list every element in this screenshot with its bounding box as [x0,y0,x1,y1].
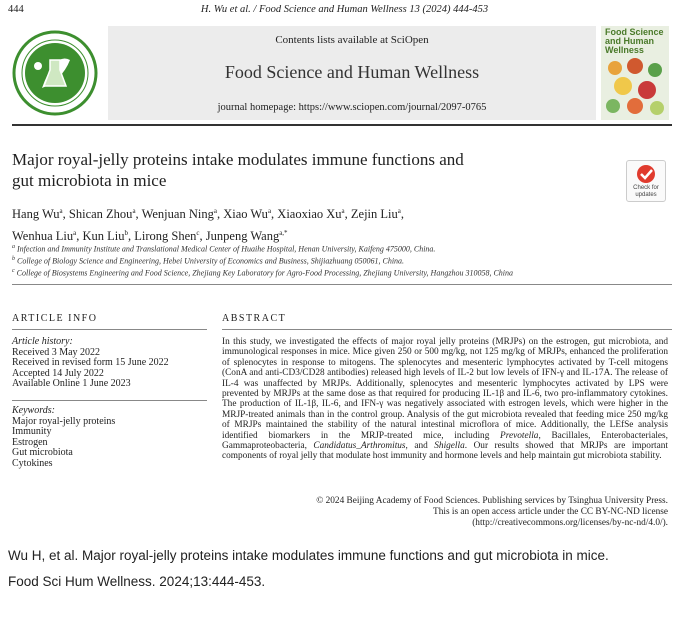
license-line: This is an open access article under the CC BY-NC-ND license [433,507,668,517]
article-title-line-2: gut microbiota in mice [12,171,167,190]
abstract-text: In this study, we investigated the effects of major royal jelly proteins (MRJPs) on the estrogen, gut microbiota, and immunological responses in mice. Mice given 250 or 500 mg/kg, not 125 mg/kg of MRJPs, enhanced the proliferation of splenocytes in response to mitogens. The splenocytes and mesenteric lymphocytes activated by T-cell mitogens (ConA and anti-CD3/CD28 antibodies) released high levels of IL-2 but low levels of IFN-γ and IL-17A. The release of IL-4 was unaffected by MRJPs. Additionally, splenocytes and mesenteric lymphocytes activated by LPS were prevented by MRJPs at the same dose as that required for producing IL-1β and IL-6, two pro-inflammatory cytokines. The production of IL-1β, IL-6, and IFN-γ was negatively associated with estrogen levels, which were higher in the MRJP-treated animals than in the control group. Analysis of the gut microbiota revealed that feeding mice 250 mg/kg of MRJPs maintained the stability of the natural intestinal microflora of mice. Additionally, the LEfSe analysis identified biomarkers in the MRJP-treated mice, including Prevotella, Bacillales, Enterobacteriales, Gammaproteobacteria, Candidatus_Arthromitus, and Shigella. Our results showed that MRJPs are important components of royal jelly that modulate host immunity and hormone levels and help maintain gut microbiota stability. [222,337,668,462]
author-name: Shican Zhou$^a$ [68,207,136,222]
author-name: Hang Wu$^a$ [12,207,63,222]
running-head: H. Wu et al. / Food Science and Human Wellness 13 (2024) 444-453 [200,4,489,15]
article-title-line-1: Major royal-jelly proteins intake modulates immune functions and [12,150,464,169]
section-rule [12,284,672,285]
cover-title: Food Science and Human Wellness [605,27,664,55]
history-item: Accepted 14 July 2022 [12,367,104,379]
article-title [12,149,572,191]
copyright-line: © 2024 Beijing Academy of Food Sciences. Publishing services by Tsinghua University Press. [316,496,668,506]
history-label: Article history: [12,336,73,347]
keywords-label: Keywords: [12,405,55,416]
license-url-link[interactable]: (http://creativecommons.org/licenses/by-nc-nd/4.0/). [472,518,668,528]
journal-name: Food Science and Human Wellness [224,62,480,82]
author-name: Xiaoxiao Xu$^a$ [277,207,345,222]
page-number: 444 [8,4,24,15]
history-item: Received 3 May 2022 [12,346,101,358]
author-name: Lirong Shen$^c$ [134,229,200,244]
journal-cover-icon [601,26,669,120]
masthead-rule [12,124,672,126]
academy-logo-icon [12,30,98,116]
abstract-heading: ABSTRACT [222,313,287,324]
article-history [12,337,169,390]
author-name: Xiao Wu$^a$ [223,207,272,222]
author-name: Wenhua Liu$^a$ [12,229,77,244]
abstract-rule [222,329,672,330]
keyword: Gut microbiota [12,447,73,458]
contents-line: Contents lists available at SciOpen [275,34,429,46]
author-name: Junpeng Wang$^{a,*}$ [205,229,288,244]
author-name: Kun Liu$^b$ [82,229,129,244]
keyword: Estrogen [12,436,48,448]
author-list: Hang Wu$^a$, Shican Zhou$^a$, Wenjuan Ning$^a$, Xiao Wu$^a$, Xiaoxiao Xu$^a$, Zejin Liu$^a$, Wenhua Liu$^a$, Kun Liu$^b$, Lirong Shen$^c$, Junpeng Wang$^{a,*}$ [12,207,404,244]
check-for-updates-button[interactable] [626,160,666,202]
article-info-rule [12,329,207,330]
keyword: Immunity [12,426,52,437]
article-info-heading: ARTICLE INFO [12,313,98,324]
check-updates-label: Check for updates [633,185,659,198]
keyword: Major royal-jelly proteins [12,415,116,427]
author-name: Zejin Liu$^a$ [350,207,401,222]
affiliation-c: $^c$ College of Biosystems Engineering and Food Science, Zhejiang Key Laboratory for Agro-Food Processing, Zhejiang University, Hangzhou 310058, China [12,268,513,278]
keyword: Cytokines [12,457,53,469]
check-updates-icon [627,161,665,185]
affiliation-b: $^b$ College of Biology Science and Engineering, Hebei University of Economics and Business, Shijiazhuang 050061, China. [12,256,405,266]
journal-homepage-link[interactable]: journal homepage: https://www.sciopen.com/journal/2097-0765 [217,102,487,113]
citation-caption-line-2: Food Sci Hum Wellness. 2024;13:444-453. [8,574,266,589]
history-item: Available Online 1 June 2023 [12,378,131,389]
history-item: Received in revised form 15 June 2022 [12,357,169,368]
citation-caption-line-1: Wu H, et al. Major royal-jelly proteins intake modulates immune functions and gut microbiota in mice. [8,548,609,563]
history-rule [12,400,207,401]
affiliation-a: $^a$ Infection and Immunity Institute and Translational Medical Center of Huaihe Hospital, Henan University, Kaifeng 475000, China. [12,244,436,254]
author-name: Wenjuan Ning$^a$ [141,207,217,222]
keywords [12,406,115,469]
